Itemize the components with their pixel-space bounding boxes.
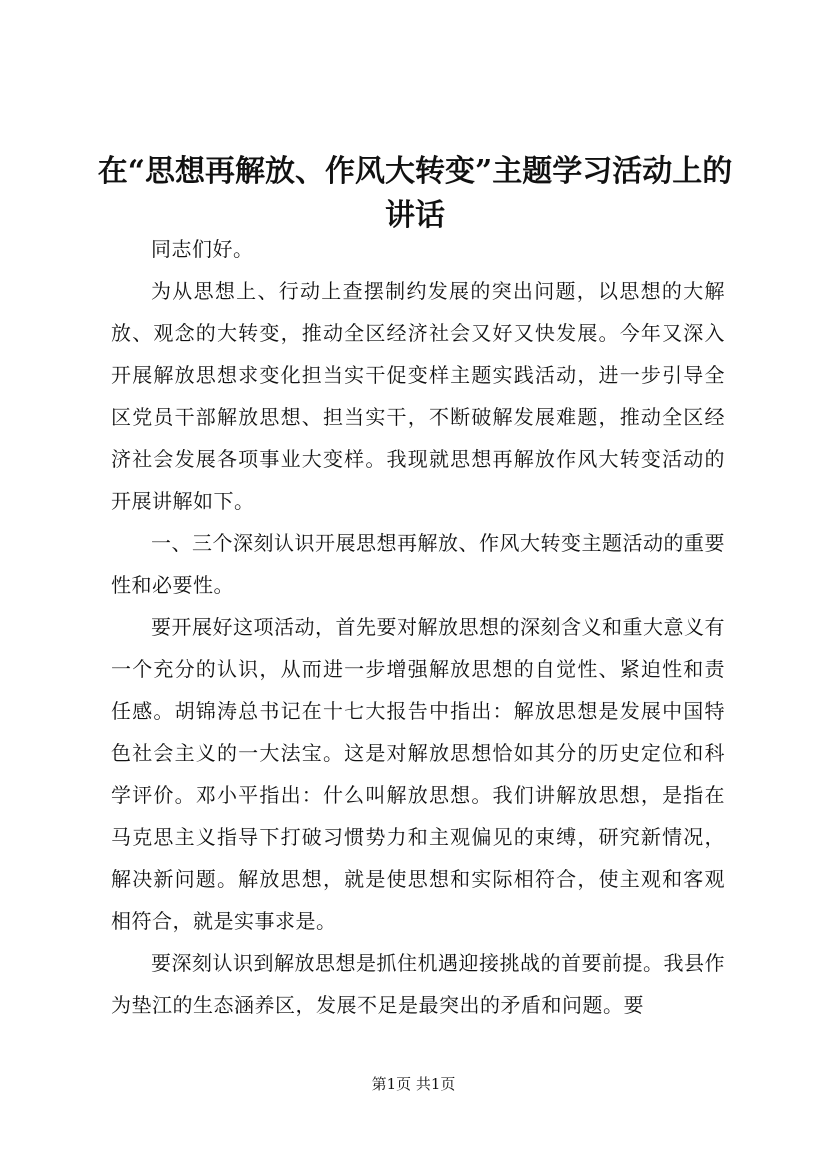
paragraph-intro: 为从思想上、行动上查摆制约发展的突出问题，以思想的大解放、观念的大转变，推动全区经济社会又好又快发展。今年又深入开展解放思想求变化担当实干促变样主题实践活动，进一步引导全区党员干部解放思想、担当实干，不断破解发展难题，推动全区经济社会发展各项事业大变样。我现就思想再解放作风大转变活动的开展讲解如下。	[111, 279, 725, 513]
paragraph-greeting: 同志们好。	[151, 237, 254, 261]
paragraph-body-2: 要深刻认识到解放思想是抓住机遇迎接挑战的首要前提。我县作为垫江的生态涵养区，发展不足是最突出的矛盾和问题。要	[111, 951, 725, 1017]
page-footer: 第1页 共1页	[371, 1075, 456, 1093]
paragraph-section-heading: 一、三个深刻认识开展思想再解放、作风大转变主题活动的重要性和必要性。	[111, 531, 725, 597]
document-title: 在“思想再解放、作风大转变”主题学习活动上的讲话	[97, 154, 733, 233]
document-body	[111, 228, 725, 1026]
paragraph-body-1: 要开展好这项活动，首先要对解放思想的深刻含义和重大意义有一个充分的认识，从而进一步增强解放思想的自觉性、紧迫性和责任感。胡锦涛总书记在十七大报告中指出：解放思想是发展中国特色社会主义的一大法宝。这是对解放思想恰如其分的历史定位和科学评价。邓小平指出：什么叫解放思想。我们讲解放思想，是指在马克思主义指导下打破习惯势力和主观偏见的束缚，研究新情况，解决新问题。解放思想，就是使思想和实际相符合，使主观和客观相符合，就是实事求是。	[111, 615, 725, 933]
